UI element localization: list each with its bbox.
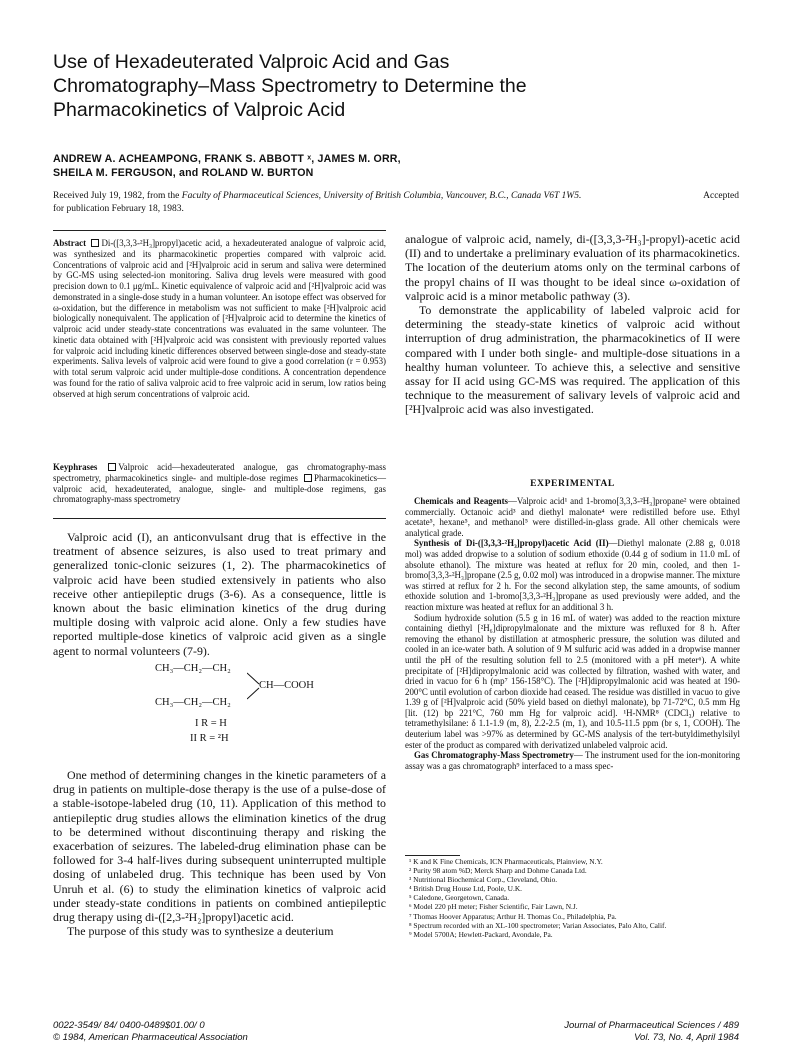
- intro-paragraph-2: One method of determining changes in the kinetic parameters of a drug in patients on multiple-dose therapy is the use of a pulse-dose of a stable-isotope-labeled drug (10, 11). Application of this method to antiepileptic drug studies allows the elimination kinetics of the drug to be determined without discontinuing therapy and risking the exacerbation of seizures. The labeled-drug elimination phase can be followed for 3-4 half-lives during subsequent uninterrupted multiple dosing of unlabeled drug. This technique has been used by Von Unruh et al. (6) to study the elimination kinetics of valproic acid under steady-state conditions in patients on combined antiepileptic drug therapy using di-([2,3-²H₂]propyl)acetic acid.: [53, 768, 386, 925]
- intro-col-bottom: [53, 768, 386, 938]
- right-paragraph-1: analogue of valproic acid, namely, di-([3,3,3-²H₃]-propyl)-acetic acid (II) and to undertake a preliminary evaluation of its pharmacokinetics. The location of the deuterium atoms only on the terminal carbons of the propyl chains of II was thought to be ideal since ω-oxidation of valproic acid is a minor metabolic pathway (3).: [405, 232, 740, 303]
- footnote-6: ⁶ Model 220 pH meter; Fisher Scientific, Fair Lawn, N.J.: [409, 902, 578, 912]
- synthesis-text: —Diethyl malonate (2.88 g, 0.018 mol) was added dropwise to a solution of sodium ethoxide (0.44 g of sodium in 11.0 mL of absolute ethanol). The mixture was heated at reflux for 20 min, cooled, and then 1-bromo[3,3,3-²H₃]propane (2.5 g, 0.02 mol) was introduced in a dropwise manner. The mixture was stirred at reflux for 2 h. For the second alkylation step, the same amounts, of sodium ethoxide solution and 1-bromo[3,3,3-²H₃]propane as used previously were added, and the reaction mixture was heated at reflux for an additional 3 h.: [405, 538, 740, 612]
- footnote-7: ⁷ Thomas Hoover Apparatus; Arthur H. Thomas Co., Philadelphia, Pa.: [409, 911, 617, 921]
- square-bullet-icon: [304, 474, 312, 482]
- abstract: [53, 238, 386, 399]
- chemical-structure: [155, 663, 355, 755]
- right-paragraph-2: To demonstrate the applicability of labeled valproic acid for determining the steady-state kinetics of valproic acid without interruption of drug administration, the pharmacokinetics of II were compared with I under both single- and multiple-dose situations in a healthy human volunteer. To achieve this, a selective and sensitive assay for II acid using GC-MS was required. The application of this technique to the measurement of salivary levels of valproic acid and [²H]valproic acid was also investigated.: [405, 303, 740, 417]
- gcms-heading: Gas Chromatography-Mass Spectrometry: [414, 750, 574, 761]
- footnote-1: ¹ K and K Fine Chemicals, ICN Pharmaceuticals, Plainview, N.Y.: [409, 857, 603, 866]
- keyphrases: [53, 462, 386, 505]
- square-bullet-icon: [91, 239, 99, 247]
- keyphrases-text-1: Valproic acid—hexadeuterated analogue, gas chromatography-mass spectrometry, pharmacokinetics single- and multiple-dose regimes: [53, 462, 386, 483]
- structure-label-2: II R = ²H: [190, 733, 229, 744]
- chemicals-heading: Chemicals and Reagents: [414, 496, 509, 506]
- accepted-label: Accepted: [703, 191, 739, 201]
- footer-left: [53, 1020, 248, 1043]
- footer-right: [564, 1020, 739, 1043]
- footnote-8: ⁸ Spectrum recorded with an XL-100 spectrometer; Varian Associates, Palo Alto, Calif.: [409, 920, 667, 930]
- received-prefix: Received July 19, 1982, from the: [53, 191, 182, 201]
- structure-row-1: CH₃—CH₂—CH₂: [155, 663, 231, 674]
- footnote-2: ² Purity 98 atom %D; Merck Sharp and Dohme Canada Ltd.: [409, 866, 587, 876]
- accepted-date: for publication February 18, 1983.: [53, 203, 184, 214]
- experimental-section: [405, 496, 740, 771]
- keyphrases-bottom-rule: [53, 518, 386, 519]
- footnotes: [405, 857, 740, 939]
- footer-copyright: © 1984, American Pharmaceutical Association: [53, 1031, 248, 1043]
- footnote-5: ⁵ Caledone, Georgetown, Canada.: [409, 893, 510, 903]
- section-heading-experimental: EXPERIMENTAL: [530, 478, 615, 489]
- footer-volume: Vol. 73, No. 4, April 1984: [634, 1031, 739, 1043]
- naoh-paragraph: Sodium hydroxide solution (5.5 g in 16 mL of water) was added to the reaction mixture containing diethyl [²H₆]dipropylmalonate and the mixture was refluxed for 8 h. After removing the ethanol by distillation at atmospheric pressure, the solution was diluted and cooled in an ice-water bath. A solution of 9 M sulfuric acid was added in a dropwise manner until the pH of the resulting solution fell to 2.5 (monitored with a pH meter⁶). A white precipitate of [²H]dipropylmalonic acid was collected by filtration, washed with water, and dried in vacuo for 6 h (mp⁷ 156-158°C). The [²H]dipropylmalonic acid was heated at 190-200°C until evolution of carbon dioxide had ceased. The residue was distilled in vacuo to give 1.39 g of [²H]valproic acid (50% yield based on diethyl malonate), bp 71-72°C, 0.5 mm Hg [lit. (12) bp 221°C, 760 mm Hg for valproic acid]. ¹H-NMR⁸ (CDCl₃) relative to tetramethylsilane: δ 1.1-1.9 (m, 8), 2.2-2.5 (m, 1), and 10.5-11.5 ppm (br s, 1, COOH). The deuterium label was >97% as determined by GC-MS analysis of the tert-butyldimethylsilyl ester of the product as compared with derivatized unlabeled valproic acid.: [405, 612, 740, 750]
- footer-issn: 0022-3549/ 84/ 0400-0489$01.00/ 0: [53, 1020, 205, 1031]
- synthesis-heading: Synthesis of Di-([3,3,3-²H₃]propyl)acetic Acid (II): [414, 538, 609, 549]
- footnote-9: ⁹ Model 5700A; Hewlett-Packard, Avondale, Pa.: [409, 929, 553, 939]
- authors-line-1: ANDREW A. ACHEAMPONG, FRANK S. ABBOTT ˣ, JAMES M. ORR,: [53, 153, 401, 165]
- square-bullet-icon: [108, 463, 116, 471]
- structure-row-2: CH—COOH: [259, 680, 314, 691]
- structure-bonds: [247, 669, 261, 703]
- right-col-intro: [405, 232, 740, 417]
- paper-title: Use of Hexadeuterated Valproic Acid and Gas Chromatography–Mass Spectrometry to Determine the Pharmacokinetics of Valproic Acid: [53, 51, 527, 121]
- gcms-text: — The instrument used for the ion-monitoring assay was a gas chromatograph⁹ interfaced to a mass spec-: [405, 750, 740, 771]
- intro-paragraph-3: The purpose of this study was to synthesize a deuterium: [67, 924, 334, 939]
- footnote-3: ³ Nutritional Biochemical Corp., Cleveland, Ohio.: [409, 875, 558, 885]
- chemicals-text: —Valproic acid¹ and 1-bromo[3,3,3-²H₃]propane² were obtained commercially. Octanoic acid³ and diethyl malonate⁴ were redistilled before use. Ethyl acetate⁵, hexane⁵, and methanol⁵ were distilled-in-glass grade. All other chemicals were analytical grade.: [405, 496, 740, 538]
- abstract-top-rule: [53, 230, 386, 231]
- received-note: [53, 190, 743, 215]
- abstract-label: Abstract: [53, 238, 87, 248]
- keyphrases-label: Keyphrases: [53, 462, 98, 472]
- structure-row-3: CH₃—CH₂—CH₂: [155, 697, 231, 708]
- footnote-4: ⁴ British Drug House Ltd, Poole, U.K.: [409, 884, 523, 894]
- footer-journal: Journal of Pharmaceutical Sciences / 489: [564, 1020, 739, 1031]
- affiliation: Faculty of Pharmaceutical Sciences, University of British Columbia, Vancouver, B.C., Canada V6T 1W5.: [181, 191, 582, 201]
- abstract-text: Di-([3,3,3-²H₃]propyl)acetic acid, a hexadeuterated analogue of valproic acid, was synthesized and its pharmacokinetic properties compared with valproic acid. Concentrations of valproic acid and [²H]valproic acid in serum and saliva were determined by GC-MS using selected-ion monitoring. Saliva drug levels were measured with good precision down to 0.1 μg/mL. Kinetic equivalence of valproic acid and [²H]valproic acid was demonstrated in a single-dose study in a human volunteer. An isotope effect was observed for ω-oxidation, but the difference in metabolism was not sufficient to make [²H]valproic acid biologically nonequivalent. The application of [²H]valproic acid to determine the kinetics of valproic acid under steady-state concentrations was evaluated in the same volunteer. The kinetic data obtained with [²H]valproic acid was consistent with previously reported values for valproic acid including kinetic differences observed between single-dose and steady-state experiments. Saliva levels of valproic acid were found to give a good correlation (r = 0.953) with total serum valproic acid under multiple-dose conditions. A concentration dependence was found for the ratio of saliva valproic acid to free valproic acid in serum, low ratios being observed at high serum concentrations of valproic acid.: [53, 238, 386, 399]
- intro-paragraph-1: Valproic acid (I), an anticonvulsant drug that is effective in the treatment of absence seizures, is also used to treat primary and generalized tonic-clonic seizures (1, 2). The pharmacokinetics of valproic acid have been studied extensively in patients who also receive other antiepileptic drugs (3-6). As a consequence, little is known about the basic elimination kinetics of the drug during multiple dosing with valproic acid alone. Only a few studies have reported multiple-dose kinetics of valproic acid given as a single agent to normal volunteers (7-9).: [53, 530, 386, 658]
- authors: [53, 152, 733, 180]
- keyphrases-text-2: Pharmacokinetics—valproic acid, hexadeuterated, analogue, single- and multiple-dose regimens, gas chromatography-mass spectrometry: [53, 472, 387, 505]
- structure-label-1: I R = H: [195, 718, 227, 729]
- footnote-rule: [405, 855, 460, 856]
- authors-line-2: SHEILA M. FERGUSON, and ROLAND W. BURTON: [53, 167, 314, 179]
- intro-col-top: [53, 530, 386, 658]
